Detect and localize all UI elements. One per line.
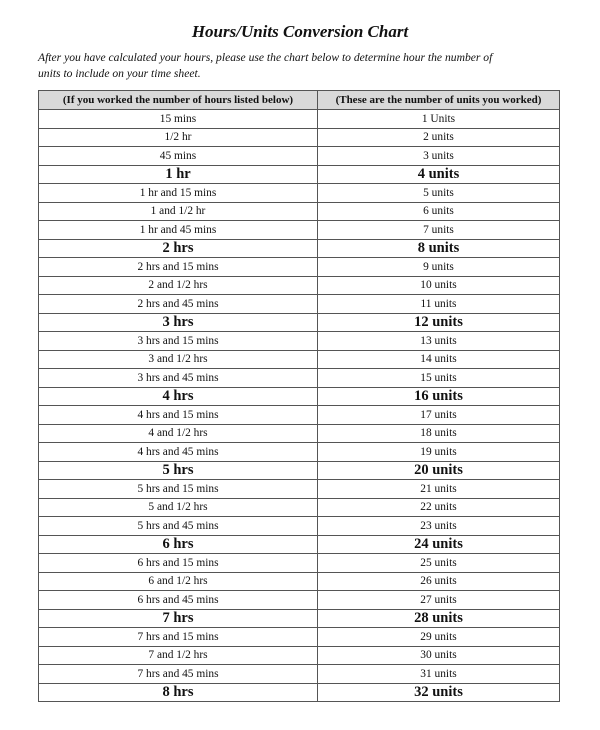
hours-cell: 2 hrs and 45 mins — [39, 295, 318, 314]
units-cell: 31 units — [318, 665, 560, 684]
table-row — [39, 147, 560, 166]
table-row — [39, 424, 560, 443]
table-row — [39, 295, 560, 314]
intro-paragraph — [38, 50, 538, 81]
units-cell: 1 Units — [318, 110, 560, 129]
table-row — [39, 332, 560, 351]
table-row — [39, 498, 560, 517]
table-row — [39, 128, 560, 147]
hours-cell: 7 hrs and 45 mins — [39, 665, 318, 684]
conversion-table — [38, 90, 560, 702]
hours-cell: 5 hrs and 45 mins — [39, 517, 318, 536]
table-row — [39, 535, 560, 554]
units-cell: 19 units — [318, 443, 560, 462]
units-cell: 8 units — [318, 239, 560, 258]
hours-cell: 3 hrs and 45 mins — [39, 369, 318, 388]
units-cell: 16 units — [318, 387, 560, 406]
table-row — [39, 369, 560, 388]
hours-cell: 2 and 1/2 hrs — [39, 276, 318, 295]
table-row — [39, 202, 560, 221]
units-cell: 25 units — [318, 554, 560, 573]
hours-cell: 6 hrs and 45 mins — [39, 591, 318, 610]
table-row — [39, 110, 560, 129]
units-cell: 20 units — [318, 461, 560, 480]
hours-cell: 4 hrs and 15 mins — [39, 406, 318, 425]
hours-cell: 1 hr and 15 mins — [39, 184, 318, 203]
units-cell: 23 units — [318, 517, 560, 536]
hours-cell: 2 hrs — [39, 239, 318, 258]
hours-cell: 5 hrs — [39, 461, 318, 480]
units-cell: 14 units — [318, 350, 560, 369]
table-row — [39, 665, 560, 684]
hours-cell: 1 and 1/2 hr — [39, 202, 318, 221]
table-row — [39, 683, 560, 702]
units-cell: 10 units — [318, 276, 560, 295]
units-cell: 32 units — [318, 683, 560, 702]
hours-cell: 3 hrs and 15 mins — [39, 332, 318, 351]
units-cell: 22 units — [318, 498, 560, 517]
table-row — [39, 387, 560, 406]
units-cell: 18 units — [318, 424, 560, 443]
units-cell: 9 units — [318, 258, 560, 277]
hours-cell: 5 hrs and 15 mins — [39, 480, 318, 499]
units-cell: 28 units — [318, 609, 560, 628]
units-cell: 26 units — [318, 572, 560, 591]
units-cell: 5 units — [318, 184, 560, 203]
units-cell: 24 units — [318, 535, 560, 554]
units-cell: 12 units — [318, 313, 560, 332]
table-row — [39, 572, 560, 591]
hours-cell: 1 hr and 45 mins — [39, 221, 318, 240]
table-row — [39, 443, 560, 462]
hours-cell: 8 hrs — [39, 683, 318, 702]
table-row — [39, 406, 560, 425]
units-cell: 3 units — [318, 147, 560, 166]
units-column-header: (These are the number of units you worked) — [318, 91, 560, 110]
table-row — [39, 276, 560, 295]
table-body — [39, 110, 560, 702]
table-row — [39, 258, 560, 277]
units-cell: 4 units — [318, 165, 560, 184]
units-cell: 15 units — [318, 369, 560, 388]
table-row — [39, 591, 560, 610]
hours-cell: 6 hrs — [39, 535, 318, 554]
hours-cell: 1 hr — [39, 165, 318, 184]
hours-cell: 3 hrs — [39, 313, 318, 332]
table-row — [39, 165, 560, 184]
hours-column-header: (If you worked the number of hours listed below) — [39, 91, 318, 110]
table-row — [39, 480, 560, 499]
units-cell: 6 units — [318, 202, 560, 221]
units-cell: 13 units — [318, 332, 560, 351]
hours-cell: 1/2 hr — [39, 128, 318, 147]
units-cell: 7 units — [318, 221, 560, 240]
hours-cell: 4 hrs and 45 mins — [39, 443, 318, 462]
hours-cell: 3 and 1/2 hrs — [39, 350, 318, 369]
table-row — [39, 554, 560, 573]
table-row — [39, 646, 560, 665]
units-cell: 21 units — [318, 480, 560, 499]
units-cell: 29 units — [318, 628, 560, 647]
units-cell: 27 units — [318, 591, 560, 610]
hours-cell: 4 hrs — [39, 387, 318, 406]
units-cell: 30 units — [318, 646, 560, 665]
intro-line: units to include on your time sheet. — [38, 66, 201, 80]
hours-cell: 15 mins — [39, 110, 318, 129]
hours-cell: 45 mins — [39, 147, 318, 166]
hours-cell: 2 hrs and 15 mins — [39, 258, 318, 277]
table-row — [39, 221, 560, 240]
hours-cell: 7 hrs and 15 mins — [39, 628, 318, 647]
hours-cell: 6 and 1/2 hrs — [39, 572, 318, 591]
units-cell: 2 units — [318, 128, 560, 147]
hours-cell: 5 and 1/2 hrs — [39, 498, 318, 517]
hours-cell: 6 hrs and 15 mins — [39, 554, 318, 573]
table-row — [39, 313, 560, 332]
table-row — [39, 461, 560, 480]
table-row — [39, 350, 560, 369]
table-row — [39, 609, 560, 628]
table-header-row — [39, 91, 560, 110]
intro-line: After you have calculated your hours, please use the chart below to determine hour the number of — [38, 51, 493, 64]
document-title: Hours/Units Conversion Chart — [191, 22, 409, 41]
hours-cell: 7 hrs — [39, 609, 318, 628]
table-row — [39, 239, 560, 258]
table-row — [39, 184, 560, 203]
hours-cell: 7 and 1/2 hrs — [39, 646, 318, 665]
hours-cell: 4 and 1/2 hrs — [39, 424, 318, 443]
units-cell: 11 units — [318, 295, 560, 314]
units-cell: 17 units — [318, 406, 560, 425]
table-row — [39, 628, 560, 647]
table-row — [39, 517, 560, 536]
